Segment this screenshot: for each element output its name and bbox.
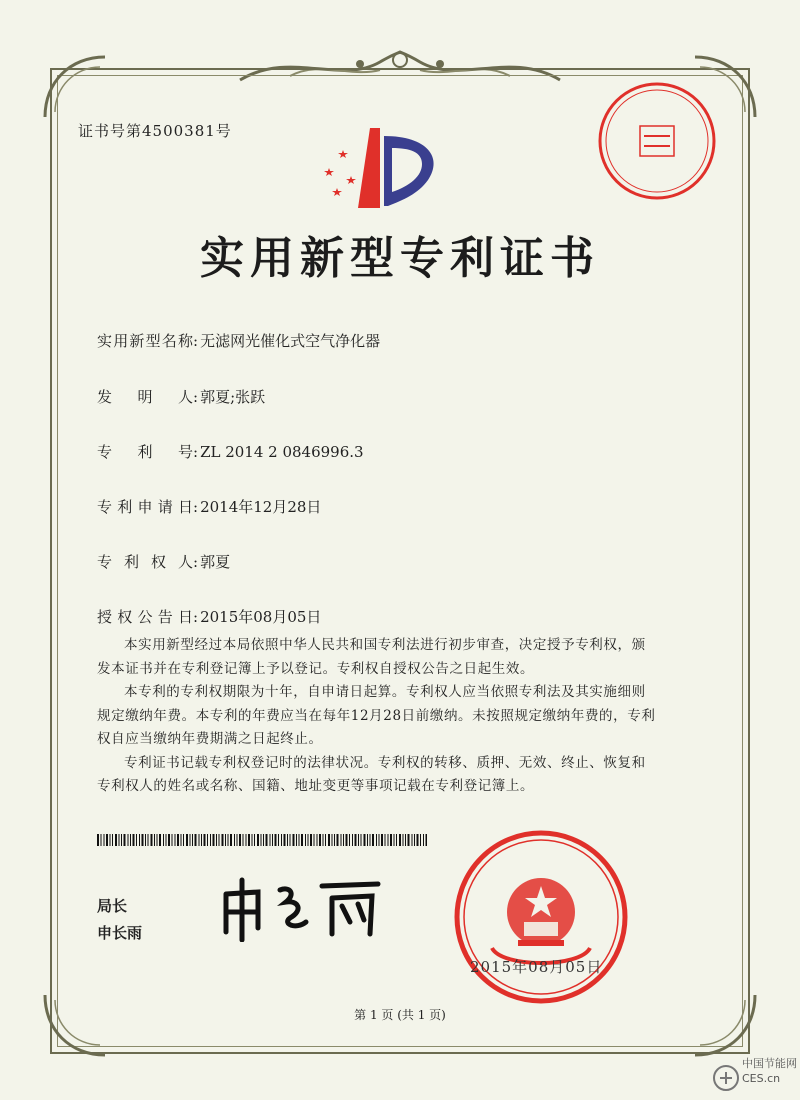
watermark-line: 中国节能网 [742,1057,797,1070]
body-paragraph: 本专利的专利权期限为十年，自申请日起算。专利权人应当依照专利法及其实施细则规定缴纳年费。本专利的年费应当在每年12月28日前缴纳。未按照规定缴纳年费的，专利权自应当缴纳年费期满之日起终止。 [97,684,656,747]
national-seal-icon [452,828,630,1006]
field-label: 发明人 [97,388,193,406]
handwritten-signature-icon [218,872,388,942]
certificate-number: 证书号第4500381号 [78,122,232,140]
corner-ornament-icon [40,990,110,1060]
corner-ornament-icon [40,52,110,122]
field-value: 无滤网光催化式空气净化器 [200,332,381,350]
tax-seal-icon [596,80,718,202]
field-label: 授权公告日 [97,608,193,626]
field-value: 郭夏;张跃 [200,388,266,406]
signatory-title: 局长 [97,897,128,915]
field-label: 实用新型名称 [97,332,193,350]
corner-ornament-icon [690,990,760,1060]
seal-date: 2015年08月05日 [470,958,603,976]
field-patent-number: 专利号: ZL 2014 2 0846996.3 [97,443,364,461]
body-paragraph: 本实用新型经过本局依照中华人民共和国专利法进行初步审查，决定授予专利权，颁发本证书并在专利登记簿上予以登记。专利权自授权公告之日起生效。 [97,637,646,677]
certificate-body [97,634,657,799]
field-value: 郭夏 [200,553,231,571]
field-patentee: 专利权人: 郭夏 [97,553,231,571]
field-value: 2014年12月28日 [200,498,322,516]
body-paragraph: 专利证书记载专利权登记时的法律状况。专利权的转移、质押、无效、终止、恢复和专利权人的姓名或名称、国籍、地址变更等事项记载在专利登记簿上。 [97,754,646,794]
watermark-line: CES.cn [742,1072,781,1085]
page-number: 第 1 页 (共 1 页) [354,1008,446,1022]
field-value: 2015年08月05日 [200,608,322,626]
field-utility-model-name: 实用新型名称: 无滤网光催化式空气净化器 [97,332,381,350]
field-value: ZL 2014 2 0846996.3 [200,443,364,461]
patent-office-logo-icon [318,118,448,218]
watermark-text [742,1056,797,1086]
field-inventor: 发明人: 郭夏;张跃 [97,388,266,406]
certificate-title: 实用新型专利证书 [200,233,600,284]
field-application-date: 专利申请日: 2014年12月28日 [97,498,322,516]
signatory-name: 申长雨 [97,924,143,942]
field-label: 专利号 [97,443,193,461]
barcode-icon [97,834,427,846]
field-label: 专利权人 [97,553,193,571]
field-label: 专利申请日 [97,498,193,516]
field-grant-date: 授权公告日: 2015年08月05日 [97,608,322,626]
